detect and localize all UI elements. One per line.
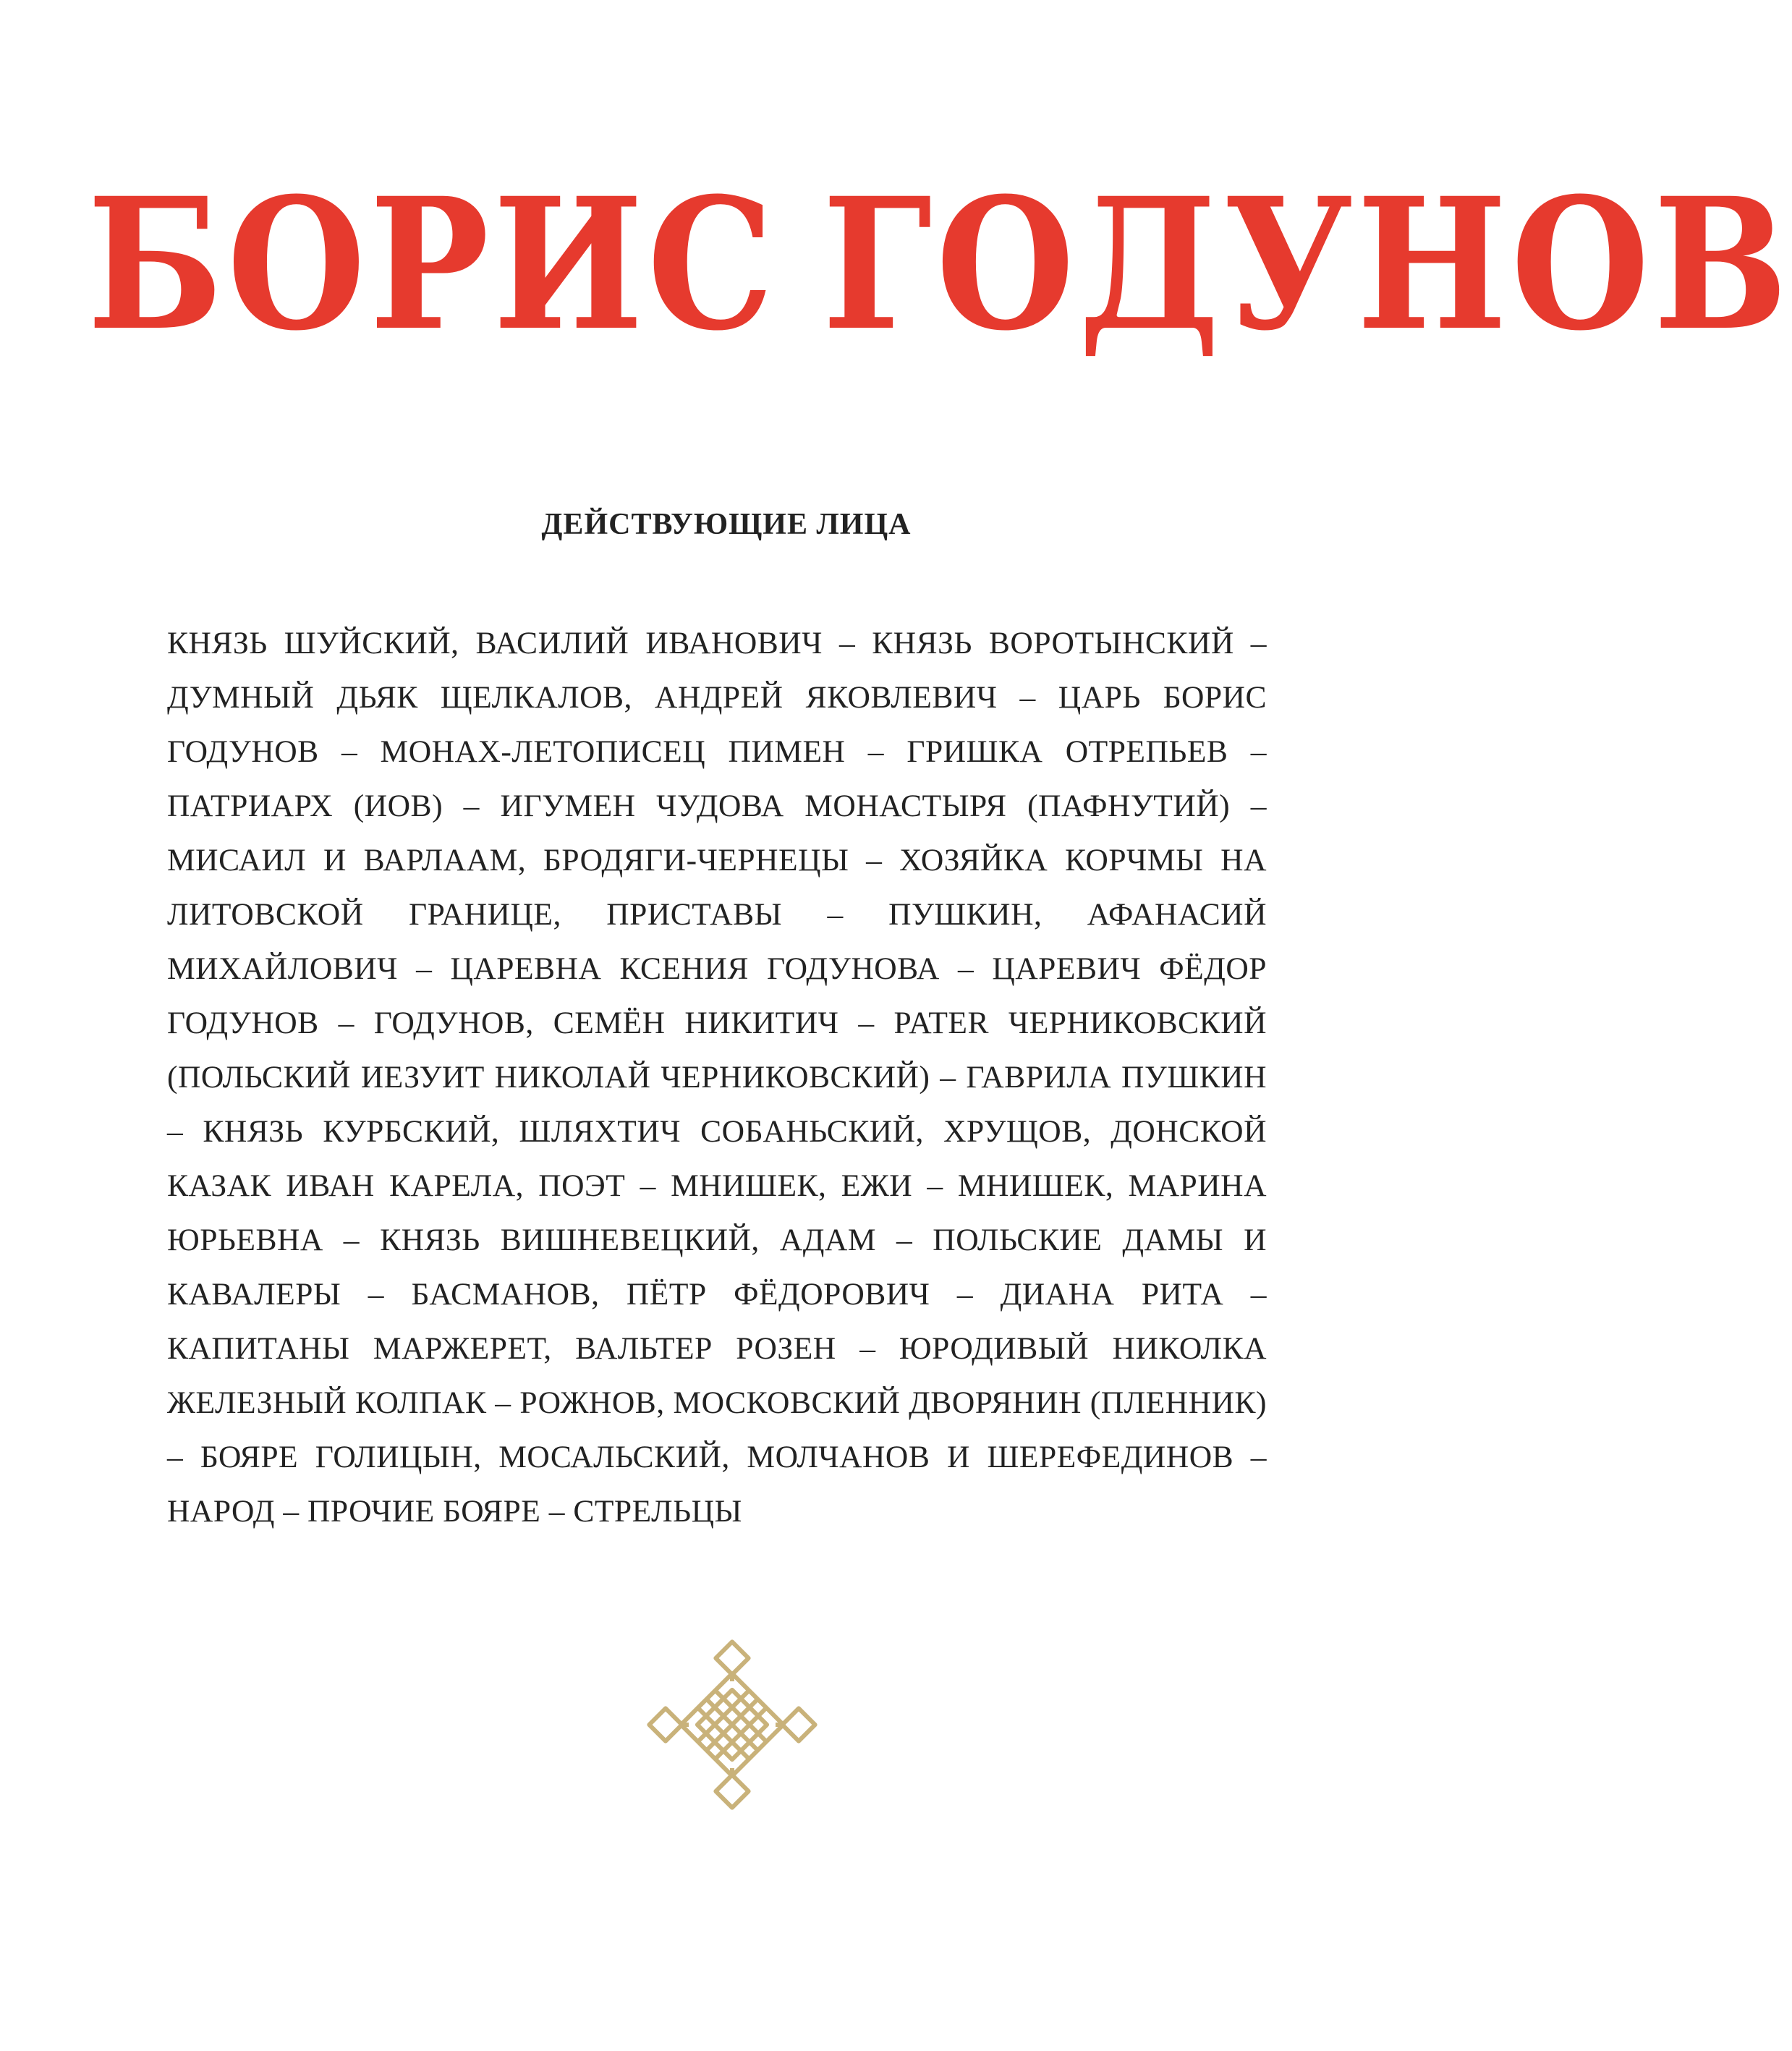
page-title <box>87 156 1792 373</box>
characters-list: КНЯЗЬ ШУЙСКИЙ, ВАСИЛИЙ ИВАНОВИЧ – КНЯЗЬ ВОРОТЫНСКИЙ – ДУМНЫЙ ДЬЯК ЩЕЛКАЛОВ, АНДРЕЙ ЯКОВЛЕВИЧ – ЦАРЬ БОРИС ГОДУНОВ – МОНАХ-ЛЕТОПИСЕЦ ПИМЕН – ГРИШКА ОТРЕПЬЕВ – ПАТРИАРХ (ИОВ) – ИГУМЕН ЧУДОВА МОНАСТЫРЯ (ПАФНУТИЙ) – МИСАИЛ И ВАРЛААМ, БРОДЯГИ-ЧЕРНЕЦЫ – ХОЗЯЙКА КОРЧМЫ НА ЛИТОВСКОЙ ГРАНИЦЕ, ПРИСТАВЫ – ПУШКИН, АФАНАСИЙ МИХАЙЛОВИЧ – ЦАРЕВНА КСЕНИЯ ГОДУНОВА – ЦАРЕВИЧ ФЁДОР ГОДУНОВ – ГОДУНОВ, СЕМЁН НИКИТИЧ – PATER ЧЕРНИКОВСКИЙ (ПОЛЬСКИЙ ИЕЗУИТ НИКОЛАЙ ЧЕРНИКОВСКИЙ) – ГАВРИЛА ПУШКИН – КНЯЗЬ КУРБСКИЙ, ШЛЯХТИЧ СОБАНЬСКИЙ, ХРУЩОВ, ДОНСКОЙ КАЗАК ИВАН КАРЕЛА, ПОЭТ – МНИШЕК, ЕЖИ – МНИШЕК, МАРИНА ЮРЬЕВНА – КНЯЗЬ ВИШНЕВЕЦКИЙ, АДАМ – ПОЛЬСКИЕ ДАМЫ И КАВАЛЕРЫ – БАСМАНОВ, ПЁТР ФЁДОРОВИЧ – ДИАНА РИТА – КАПИТАНЫ МАРЖЕРЕТ, ВАЛЬТЕР РОЗЕН – ЮРОДИВЫЙ НИКОЛКА ЖЕЛЕЗНЫЙ КОЛПАК – РОЖНОВ, МОСКОВСКИЙ ДВОРЯНИН (ПЛЕННИК) – БОЯРЕ ГОЛИЦЫН, МОСАЛЬСКИЙ, МОЛЧАНОВ И ШЕРЕФЕДИНОВ – НАРОД – ПРОЧИЕ БОЯРЕ – СТРЕЛЬЦЫ <box>167 626 1267 1529</box>
title-word-godunov: ГОДУНОВ <box>822 158 1792 370</box>
knot-loop-bottom <box>715 1775 748 1807</box>
knot-loop-right <box>782 1708 815 1741</box>
section-heading: ДЕЙСТВУЮЩИЕ ЛИЦА <box>541 508 912 541</box>
knot-loop-top <box>715 1642 748 1674</box>
title-word-boris: БОРИС <box>87 158 778 370</box>
celtic-knot-icon <box>648 1641 816 1809</box>
knot-loop-left <box>649 1708 681 1741</box>
